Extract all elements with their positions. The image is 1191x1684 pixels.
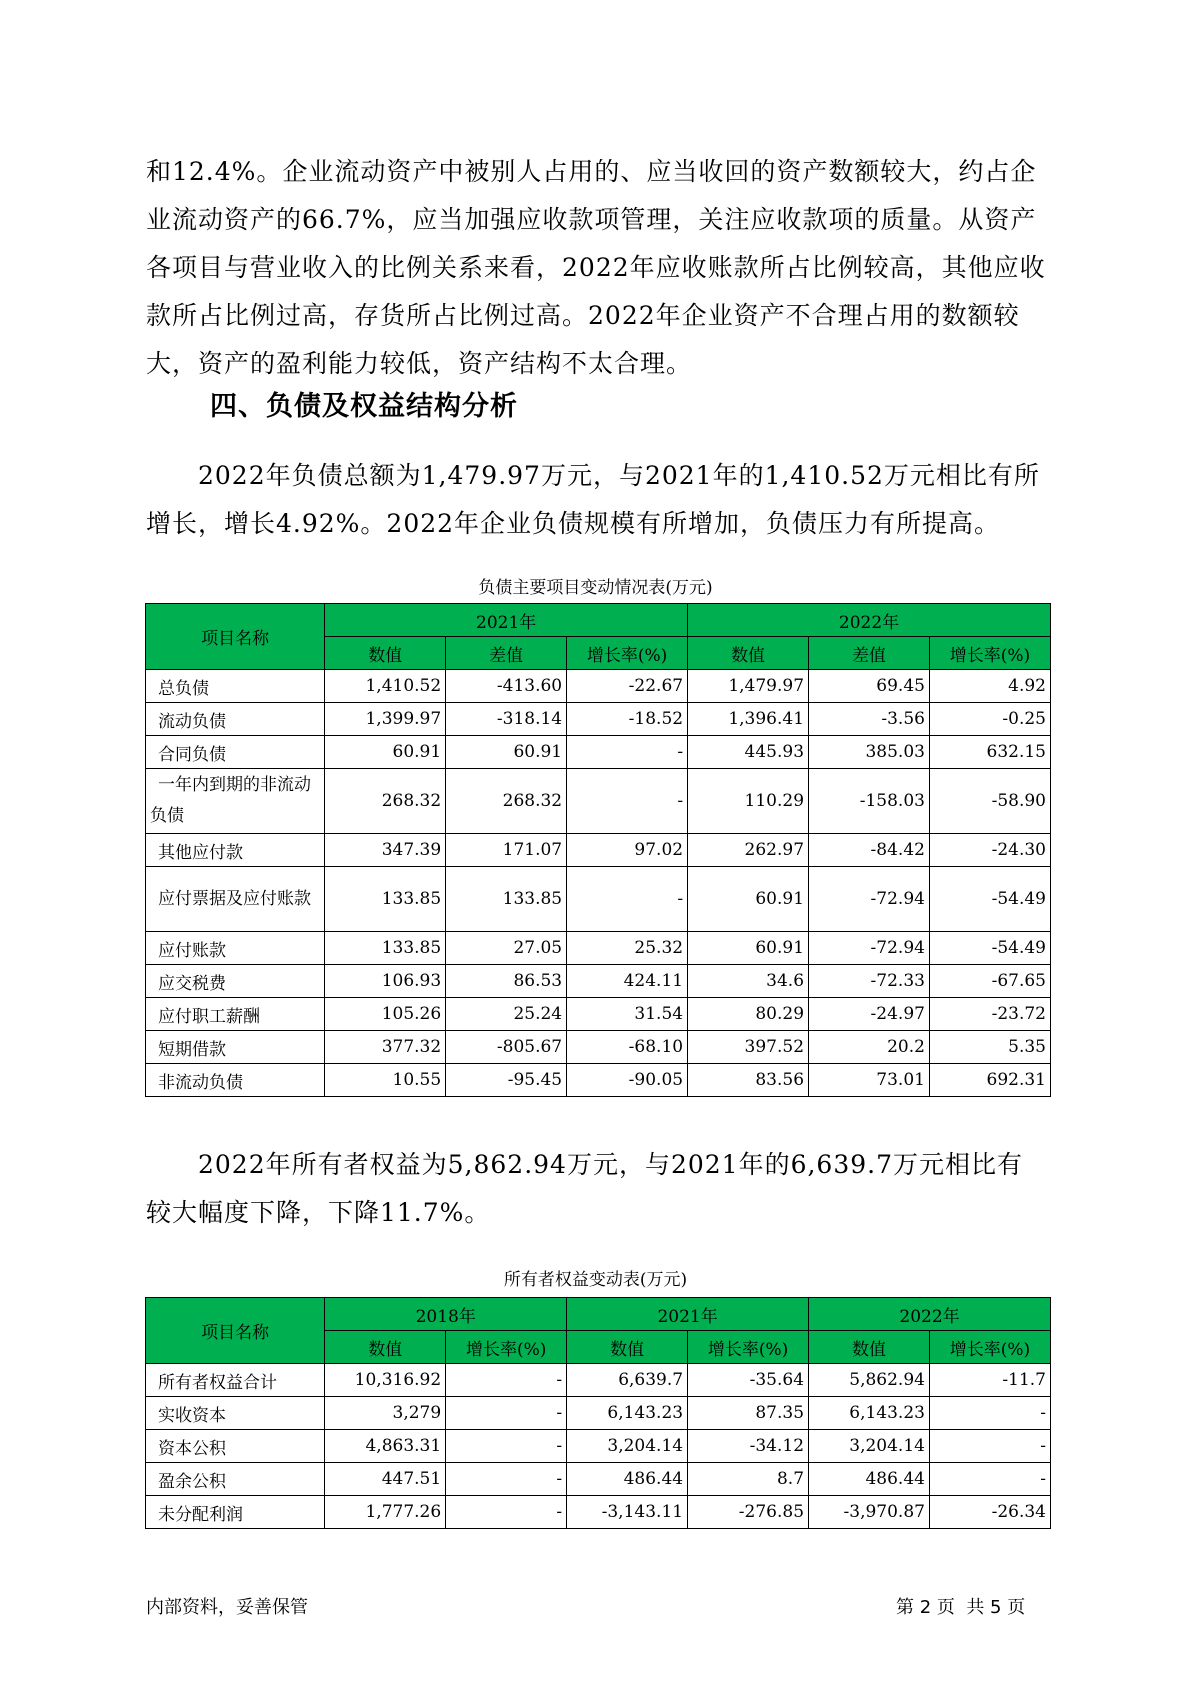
row-name: 其他应付款 bbox=[146, 834, 325, 867]
cell-value-2021: 486.44 bbox=[567, 1463, 688, 1496]
cell-value-2022: 486.44 bbox=[809, 1463, 930, 1496]
liabilities-table bbox=[145, 603, 1051, 1097]
table-caption-liabilities: 负债主要项目变动情况表(万元) bbox=[478, 578, 713, 598]
cell-rate-2022: -0.25 bbox=[929, 703, 1050, 736]
cell-diff-2021: 133.85 bbox=[446, 867, 567, 932]
row-name: 应交税费 bbox=[146, 965, 325, 998]
cell-rate-2018: - bbox=[446, 1364, 567, 1397]
header-diff: 差值 bbox=[446, 637, 567, 670]
header-year-2021: 2021年 bbox=[325, 604, 688, 637]
table-row bbox=[146, 1397, 1051, 1430]
header-value: 数值 bbox=[325, 1331, 446, 1364]
cell-diff-2022: -72.94 bbox=[809, 867, 930, 932]
cell-rate-2022: 692.31 bbox=[929, 1064, 1050, 1097]
header-year-2022: 2022年 bbox=[688, 604, 1051, 637]
table-row bbox=[146, 965, 1051, 998]
cell-rate-2021: 97.02 bbox=[567, 834, 688, 867]
cell-rate-2022: - bbox=[929, 1430, 1050, 1463]
header-value: 数值 bbox=[325, 637, 446, 670]
equity-table bbox=[145, 1297, 1051, 1529]
table-caption-equity: 所有者权益变动表(万元) bbox=[503, 1270, 688, 1290]
cell-diff-2022: -84.42 bbox=[809, 834, 930, 867]
cell-rate-2022: 5.35 bbox=[929, 1031, 1050, 1064]
cell-rate-2021: 25.32 bbox=[567, 932, 688, 965]
header-value: 数值 bbox=[809, 1331, 930, 1364]
cell-value-2021: 3,204.14 bbox=[567, 1430, 688, 1463]
row-name: 流动负债 bbox=[146, 703, 325, 736]
cell-rate-2018: - bbox=[446, 1430, 567, 1463]
row-name: 应付职工薪酬 bbox=[146, 998, 325, 1031]
table-row bbox=[146, 1031, 1051, 1064]
cell-value-2022: 1,396.41 bbox=[688, 703, 809, 736]
cell-value-2022: 60.91 bbox=[688, 867, 809, 932]
cell-rate-2022: -11.7 bbox=[929, 1364, 1050, 1397]
row-name: 资本公积 bbox=[146, 1430, 325, 1463]
cell-value-2021: 6,143.23 bbox=[567, 1397, 688, 1430]
cell-rate-2021: -35.64 bbox=[688, 1364, 809, 1397]
cell-diff-2022: 385.03 bbox=[809, 736, 930, 769]
header-rate: 增长率(%) bbox=[929, 1331, 1050, 1364]
paragraph-liability-summary: 2022年负债总额为1,479.97万元，与2021年的1,410.52万元相比有所增长，增长4.92%。2022年企业负债规模有所增加，负债压力有所提高。 bbox=[146, 461, 1040, 538]
header-rate: 增长率(%) bbox=[688, 1331, 809, 1364]
cell-value-2022: 1,479.97 bbox=[688, 670, 809, 703]
row-name: 应付账款 bbox=[146, 932, 325, 965]
cell-diff-2022: -3.56 bbox=[809, 703, 930, 736]
cell-value-2021: 105.26 bbox=[325, 998, 446, 1031]
cell-value-2022: -3,970.87 bbox=[809, 1496, 930, 1529]
cell-rate-2021: 31.54 bbox=[567, 998, 688, 1031]
section-heading: 四、负债及权益结构分析 bbox=[210, 391, 518, 422]
cell-rate-2022: -54.49 bbox=[929, 932, 1050, 965]
cell-rate-2021: -18.52 bbox=[567, 703, 688, 736]
cell-diff-2021: -95.45 bbox=[446, 1064, 567, 1097]
cell-diff-2022: 73.01 bbox=[809, 1064, 930, 1097]
cell-value-2021: 347.39 bbox=[325, 834, 446, 867]
row-name: 未分配利润 bbox=[146, 1496, 325, 1529]
cell-value-2021: 60.91 bbox=[325, 736, 446, 769]
cell-diff-2022: -24.97 bbox=[809, 998, 930, 1031]
cell-rate-2018: - bbox=[446, 1496, 567, 1529]
paragraph-equity-summary: 2022年所有者权益为5,862.94万元，与2021年的6,639.7万元相比有较大幅度下降，下降11.7%。 bbox=[146, 1150, 1023, 1227]
cell-value-2022: 83.56 bbox=[688, 1064, 809, 1097]
header-diff: 差值 bbox=[809, 637, 930, 670]
header-year-2022: 2022年 bbox=[809, 1298, 1051, 1331]
cell-value-2018: 10,316.92 bbox=[325, 1364, 446, 1397]
header-rate: 增长率(%) bbox=[929, 637, 1050, 670]
cell-diff-2022: 69.45 bbox=[809, 670, 930, 703]
cell-diff-2021: -805.67 bbox=[446, 1031, 567, 1064]
row-name: 总负债 bbox=[146, 670, 325, 703]
table-row bbox=[146, 1364, 1051, 1397]
cell-rate-2022: -26.34 bbox=[929, 1496, 1050, 1529]
cell-rate-2018: - bbox=[446, 1397, 567, 1430]
cell-diff-2021: 86.53 bbox=[446, 965, 567, 998]
footer-confidential-note: 内部资料，妥善保管 bbox=[146, 1597, 308, 1618]
cell-diff-2022: 20.2 bbox=[809, 1031, 930, 1064]
cell-diff-2021: 27.05 bbox=[446, 932, 567, 965]
cell-diff-2021: -318.14 bbox=[446, 703, 567, 736]
cell-value-2021: 133.85 bbox=[325, 867, 446, 932]
cell-rate-2021: - bbox=[567, 867, 688, 932]
cell-value-2022: 445.93 bbox=[688, 736, 809, 769]
cell-value-2022: 262.97 bbox=[688, 834, 809, 867]
cell-rate-2018: - bbox=[446, 1463, 567, 1496]
header-value: 数值 bbox=[688, 637, 809, 670]
row-name: 盈余公积 bbox=[146, 1463, 325, 1496]
table-row bbox=[146, 1463, 1051, 1496]
cell-value-2021: 133.85 bbox=[325, 932, 446, 965]
paragraph-asset-analysis: 和12.4%。企业流动资产中被别人占用的、应当收回的资产数额较大，约占企业流动资产的66.7%，应当加强应收款项管理，关注应收款项的质量。从资产各项目与营业收入的比例关系来看，2022年应收账款所占比例较高，其他应收款所占比例过高，存货所占比例过高。2022年企业资产不合理占用的数额较大，资产的盈利能力较低，资产结构不太合理。 bbox=[146, 157, 1046, 378]
cell-rate-2022: -54.49 bbox=[929, 867, 1050, 932]
cell-rate-2022: 4.92 bbox=[929, 670, 1050, 703]
table-row bbox=[146, 932, 1051, 965]
cell-value-2021: 6,639.7 bbox=[567, 1364, 688, 1397]
cell-diff-2022: -72.94 bbox=[809, 932, 930, 965]
cell-value-2022: 3,204.14 bbox=[809, 1430, 930, 1463]
cell-rate-2021: -68.10 bbox=[567, 1031, 688, 1064]
header-rate: 增长率(%) bbox=[567, 637, 688, 670]
cell-value-2022: 6,143.23 bbox=[809, 1397, 930, 1430]
cell-rate-2022: -24.30 bbox=[929, 834, 1050, 867]
header-rate: 增长率(%) bbox=[446, 1331, 567, 1364]
cell-rate-2021: 424.11 bbox=[567, 965, 688, 998]
cell-rate-2022: - bbox=[929, 1397, 1050, 1430]
table-row bbox=[146, 1064, 1051, 1097]
table-row bbox=[146, 834, 1051, 867]
cell-value-2022: 110.29 bbox=[688, 769, 809, 834]
table-row bbox=[146, 769, 1051, 834]
table-row bbox=[146, 867, 1051, 932]
header-year-2021: 2021年 bbox=[567, 1298, 809, 1331]
cell-rate-2021: -22.67 bbox=[567, 670, 688, 703]
cell-value-2022: 60.91 bbox=[688, 932, 809, 965]
cell-value-2021: 268.32 bbox=[325, 769, 446, 834]
cell-rate-2022: -58.90 bbox=[929, 769, 1050, 834]
cell-value-2022: 34.6 bbox=[688, 965, 809, 998]
cell-diff-2021: 25.24 bbox=[446, 998, 567, 1031]
cell-diff-2021: 60.91 bbox=[446, 736, 567, 769]
row-name: 一年内到期的非流动负债 bbox=[146, 769, 325, 834]
table-row bbox=[146, 703, 1051, 736]
cell-value-2018: 3,279 bbox=[325, 1397, 446, 1430]
table-row bbox=[146, 1496, 1051, 1529]
cell-rate-2022: -23.72 bbox=[929, 998, 1050, 1031]
table-row bbox=[146, 670, 1051, 703]
cell-value-2022: 5,862.94 bbox=[809, 1364, 930, 1397]
header-item-name: 项目名称 bbox=[146, 604, 325, 670]
cell-value-2018: 4,863.31 bbox=[325, 1430, 446, 1463]
header-item-name: 项目名称 bbox=[146, 1298, 325, 1364]
table-row bbox=[146, 736, 1051, 769]
cell-rate-2021: - bbox=[567, 769, 688, 834]
cell-value-2018: 447.51 bbox=[325, 1463, 446, 1496]
cell-rate-2021: 87.35 bbox=[688, 1397, 809, 1430]
cell-value-2021: -3,143.11 bbox=[567, 1496, 688, 1529]
cell-value-2022: 80.29 bbox=[688, 998, 809, 1031]
cell-diff-2021: 171.07 bbox=[446, 834, 567, 867]
cell-value-2021: 10.55 bbox=[325, 1064, 446, 1097]
cell-rate-2021: -276.85 bbox=[688, 1496, 809, 1529]
cell-value-2018: 1,777.26 bbox=[325, 1496, 446, 1529]
row-name: 合同负债 bbox=[146, 736, 325, 769]
header-value: 数值 bbox=[567, 1331, 688, 1364]
footer-page-number: 第 2 页 共 5 页 bbox=[896, 1597, 1026, 1618]
row-name: 应付票据及应付账款 bbox=[146, 867, 325, 932]
row-name: 所有者权益合计 bbox=[146, 1364, 325, 1397]
cell-rate-2022: 632.15 bbox=[929, 736, 1050, 769]
cell-rate-2021: -90.05 bbox=[567, 1064, 688, 1097]
cell-value-2022: 397.52 bbox=[688, 1031, 809, 1064]
cell-diff-2021: 268.32 bbox=[446, 769, 567, 834]
table-row bbox=[146, 1430, 1051, 1463]
cell-value-2021: 106.93 bbox=[325, 965, 446, 998]
header-year-2018: 2018年 bbox=[325, 1298, 567, 1331]
table-row bbox=[146, 998, 1051, 1031]
cell-value-2021: 1,410.52 bbox=[325, 670, 446, 703]
cell-value-2021: 1,399.97 bbox=[325, 703, 446, 736]
cell-value-2021: 377.32 bbox=[325, 1031, 446, 1064]
cell-diff-2022: -72.33 bbox=[809, 965, 930, 998]
cell-rate-2021: 8.7 bbox=[688, 1463, 809, 1496]
cell-rate-2021: -34.12 bbox=[688, 1430, 809, 1463]
cell-diff-2022: -158.03 bbox=[809, 769, 930, 834]
cell-rate-2021: - bbox=[567, 736, 688, 769]
row-name: 实收资本 bbox=[146, 1397, 325, 1430]
cell-rate-2022: - bbox=[929, 1463, 1050, 1496]
row-name: 非流动负债 bbox=[146, 1064, 325, 1097]
cell-diff-2021: -413.60 bbox=[446, 670, 567, 703]
cell-rate-2022: -67.65 bbox=[929, 965, 1050, 998]
row-name: 短期借款 bbox=[146, 1031, 325, 1064]
